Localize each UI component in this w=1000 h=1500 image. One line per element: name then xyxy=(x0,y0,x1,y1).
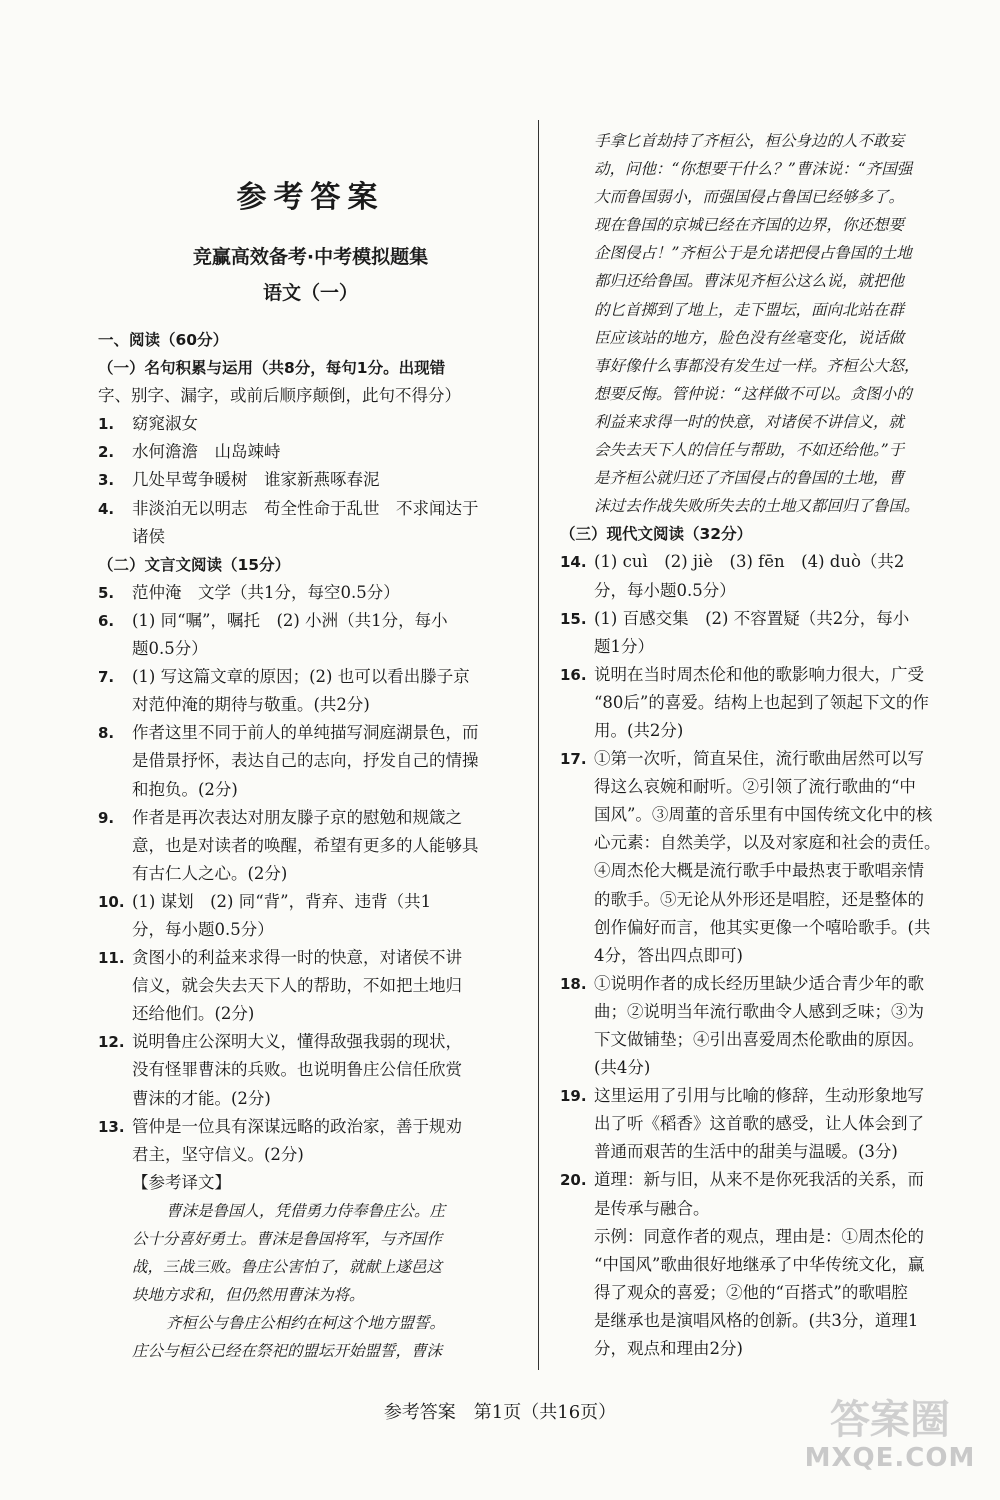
line-text: (共4分) xyxy=(594,1058,651,1078)
right-text-line xyxy=(560,857,980,885)
right-text-line xyxy=(560,577,980,605)
line-text: 动，问他：“你想要干什么？”曹沫说：“齐国强 xyxy=(594,160,913,179)
right-text-line xyxy=(560,605,980,633)
question-number: 2. xyxy=(98,443,115,462)
question-number: 13. xyxy=(98,1117,125,1136)
right-text-line xyxy=(560,886,980,914)
left-text-line xyxy=(98,607,523,635)
right-text-line xyxy=(560,267,980,295)
line-text: 【参考译文】 xyxy=(132,1172,231,1192)
right-text-line xyxy=(560,1307,980,1335)
left-text-line xyxy=(98,776,523,804)
right-column xyxy=(560,127,980,1363)
right-text-line xyxy=(560,998,980,1026)
left-text-line xyxy=(98,1169,523,1197)
line-text: 得了观众的喜爱；②他的“百搭式”的歌唱腔 xyxy=(594,1282,908,1302)
line-text: 非淡泊无以明志 苟全性命于乱世 不求闻达于 xyxy=(132,498,479,518)
left-text-line xyxy=(98,326,523,354)
line-text: ①第一次听，简直呆住，流行歌曲居然可以写 xyxy=(594,749,924,769)
line-text: 是齐桓公就归还了齐国侵占的鲁国的土地，曹 xyxy=(594,469,905,488)
line-text: 下文做铺垫；④引出喜爱周杰伦歌曲的原因。 xyxy=(594,1030,924,1049)
line-text: 是传承与融合。 xyxy=(594,1198,710,1218)
right-text-line xyxy=(560,464,980,492)
line-text: 窈窕淑女 xyxy=(132,414,198,434)
line-text: 作者是再次表达对朋友滕子京的慰勉和规箴之 xyxy=(132,807,462,827)
line-text: ④周杰伦大概是流行歌手中最热衷于歌唱亲情 xyxy=(594,861,924,881)
left-text-line xyxy=(98,1141,523,1169)
right-text-line xyxy=(560,1026,980,1054)
line-text: 的歌手。⑤无论从外形还是唱腔，还是整体的 xyxy=(594,889,924,909)
question-number: 12. xyxy=(98,1033,125,1052)
left-text-line xyxy=(98,1113,523,1141)
right-text-line xyxy=(560,1166,980,1194)
left-text-line xyxy=(98,719,523,747)
left-text-line xyxy=(98,916,523,944)
watermark-logo-mark: 答案圈 xyxy=(830,1397,950,1443)
right-text-line xyxy=(560,1251,980,1279)
question-number: 14. xyxy=(560,553,587,572)
line-text: 水何澹澹 山岛竦峙 xyxy=(132,442,281,462)
line-text: 示例：同意作者的观点，理由是：①周杰伦的 xyxy=(594,1226,924,1246)
line-text: 说明鲁庄公深明大义，懂得敌强我弱的现状， xyxy=(132,1032,462,1052)
line-text: 齐桓公与鲁庄公相约在柯这个地方盟誓。 xyxy=(166,1314,446,1333)
line-text: 分，观点和理由2分) xyxy=(594,1339,743,1359)
left-text-line xyxy=(98,1000,523,1028)
right-text-line xyxy=(560,1279,980,1307)
line-text: 曲；②说明当年流行歌曲令人感到乏味；③为 xyxy=(594,1001,924,1021)
left-text-line xyxy=(98,1309,523,1337)
line-text: 范仲淹 文学（共1分，每空0.5分） xyxy=(132,582,400,602)
line-text: 作者这里不同于前人的单纯描写洞庭湖景色，而 xyxy=(132,723,479,743)
left-text-line xyxy=(98,354,523,382)
line-text: 战，三战三败。鲁庄公害怕了，就献上遂邑这 xyxy=(132,1258,443,1277)
line-text: ①说明作者的成长经历里缺少适合青少年的歌 xyxy=(594,973,924,993)
line-text: 信义，就会失去天下人的帮助，不如把土地归 xyxy=(132,976,462,996)
line-text: (1) 写这篇文章的原因；(2) 也可以看出滕子京 xyxy=(132,667,470,687)
question-number: 20. xyxy=(560,1171,587,1190)
question-number: 11. xyxy=(98,949,125,968)
left-text-line xyxy=(98,804,523,832)
page-footer: 参考答案 第1页（共16页） xyxy=(383,1402,617,1423)
question-number: 19. xyxy=(560,1087,587,1106)
right-text-line xyxy=(560,717,980,745)
left-text-line xyxy=(98,551,523,579)
line-text: 手拿匕首劫持了齐桓公，桓公身边的人不敢妄 xyxy=(594,132,905,150)
line-text: 曹沫是鲁国人，凭借勇力侍奉鲁庄公。庄 xyxy=(166,1201,446,1220)
line-text: （二）文言文阅读（15分） xyxy=(98,555,291,574)
line-text: 想要反悔。管仲说：“这样做不可以。贪图小的 xyxy=(594,384,912,403)
question-number: 9. xyxy=(98,808,115,827)
left-text-line xyxy=(98,382,523,410)
line-text: 和抱负。(2分) xyxy=(132,779,238,799)
line-text: “中国风”歌曲很好地继承了中华传统文化，赢 xyxy=(594,1254,925,1274)
line-text: 庄公与桓公已经在祭祀的盟坛开始盟誓，曹沫 xyxy=(132,1342,443,1361)
right-text-line xyxy=(560,829,980,857)
left-text-line xyxy=(98,1225,523,1253)
left-text-line xyxy=(98,972,523,1000)
line-text: 会失去天下人的信任与帮助，不如还给他。”于 xyxy=(594,441,905,460)
right-text-line xyxy=(560,380,980,408)
right-text-line xyxy=(560,1110,980,1138)
right-text-line xyxy=(560,661,980,689)
line-text: 4分，答出四点即可) xyxy=(594,945,743,965)
right-text-line xyxy=(560,914,980,942)
left-text-line xyxy=(98,1197,523,1225)
line-text: 诸侯 xyxy=(132,526,165,546)
line-text: 都归还给鲁国。曹沫见齐桓公这么说，就把他 xyxy=(594,272,905,291)
line-text: 说明在当时周杰伦和他的歌影响力很大，广受 xyxy=(594,664,924,684)
left-text-line xyxy=(98,1028,523,1056)
line-text: 字、别字、漏字，或前后顺序颠倒，此句不得分） xyxy=(98,386,461,406)
line-text: 事好像什么事都没有发生过一样。齐桓公大怒， xyxy=(594,356,920,375)
line-text: 对范仲淹的期待与敬重。(共2分) xyxy=(132,695,370,715)
left-text-line xyxy=(98,466,523,494)
line-text: 道理：新与旧，从来不是你死我活的关系，而 xyxy=(594,1170,924,1190)
line-text: 是继承也是演唱风格的创新。(共3分，道理1 xyxy=(594,1310,919,1330)
line-text: (1) 谋划 (2) 同“背”，背弃、违背（共1 xyxy=(132,891,432,911)
question-number: 10. xyxy=(98,892,125,911)
line-text: 利益来求得一时的快意，对诸侯不讲信义，就 xyxy=(594,412,905,431)
line-text: 沫过去作战失败所失去的土地又都回归了鲁国。 xyxy=(594,497,920,516)
left-text-line xyxy=(98,832,523,860)
line-text: （一）名句积累与运用（共8分，每句1分。出现错 xyxy=(98,359,446,378)
left-text-line xyxy=(98,860,523,888)
right-text-line xyxy=(560,239,980,267)
right-text-line xyxy=(560,745,980,773)
question-number: 4. xyxy=(98,499,115,518)
left-text-line xyxy=(98,523,523,551)
line-text: 创作偏好而言，他其实更像一个嘻哈歌手。(共 xyxy=(594,917,931,937)
line-text: 有古仁人之心。(2分) xyxy=(132,863,288,883)
right-text-line xyxy=(560,773,980,801)
subject-heading: 语文（一） xyxy=(262,282,358,304)
right-text-line xyxy=(560,801,980,829)
line-text: 题0.5分） xyxy=(132,639,208,659)
question-number: 3. xyxy=(98,471,115,490)
line-text: 臣应该站的地方，脸色没有丝毫变化，说话做 xyxy=(594,328,905,347)
right-text-line xyxy=(560,352,980,380)
right-text-line xyxy=(560,211,980,239)
book-subtitle: 竞赢高效备考·中考模拟题集 xyxy=(192,246,429,268)
question-number: 16. xyxy=(560,665,587,684)
line-text: （三）现代文阅读（32分） xyxy=(560,525,753,544)
question-number: 6. xyxy=(98,611,115,630)
line-text: 意，也是对读者的唤醒，希望有更多的人能够具 xyxy=(132,835,479,855)
line-text: 的匕首掷到了地上，走下盟坛，面向北站在群 xyxy=(594,300,905,319)
right-text-line xyxy=(560,689,980,717)
right-text-line xyxy=(560,296,980,324)
watermark-logo xyxy=(795,1395,985,1495)
right-text-line xyxy=(560,1223,980,1251)
line-text: 是借景抒怀，表达自己的志向，抒发自己的情操 xyxy=(132,751,479,771)
watermark-site: MXQE.COM xyxy=(804,1443,976,1473)
right-text-line xyxy=(560,1138,980,1166)
line-text: 题1分） xyxy=(594,636,654,656)
line-text: 贪图小的利益来求得一时的快意，对诸侯不讲 xyxy=(132,948,462,968)
question-number: 17. xyxy=(560,750,587,769)
right-text-line xyxy=(560,1195,980,1223)
right-text-line xyxy=(560,1054,980,1082)
page-title: 参考答案 xyxy=(236,180,385,215)
right-text-line xyxy=(560,324,980,352)
left-text-line xyxy=(98,410,523,438)
line-text: 这里运用了引用与比喻的修辞，生动形象地写 xyxy=(594,1086,924,1106)
right-text-line xyxy=(560,183,980,211)
line-text: 分，每小题0.5分） xyxy=(594,580,736,600)
line-text: 心元素：自然美学，以及对家庭和社会的责任。 xyxy=(594,833,941,853)
line-text: (1) cuì (2) jiè (3) fēn (4) duò（共2 xyxy=(594,552,905,572)
question-number: 7. xyxy=(98,668,115,687)
right-text-line xyxy=(560,970,980,998)
left-text-line xyxy=(98,438,523,466)
right-text-line xyxy=(560,155,980,183)
left-text-line xyxy=(98,1337,523,1365)
left-text-line xyxy=(98,691,523,719)
left-text-line xyxy=(98,579,523,607)
line-text: 大而鲁国弱小，而强国侵占鲁国已经够多了。 xyxy=(594,188,905,207)
line-text: (1) 百感交集 (2) 不容置疑（共2分，每小 xyxy=(594,608,910,628)
line-text: 用。(共2分) xyxy=(594,720,684,740)
right-text-line xyxy=(560,436,980,464)
right-text-line xyxy=(560,127,980,155)
line-text: 块地方求和，但仍然用曹沫为将。 xyxy=(132,1286,365,1305)
right-text-line xyxy=(560,520,980,548)
right-text-line xyxy=(560,942,980,970)
line-text: 现在鲁国的京城已经在齐国的边界，你还想要 xyxy=(594,216,905,235)
right-text-line xyxy=(560,633,980,661)
left-text-line xyxy=(98,888,523,916)
left-text-line xyxy=(98,1085,523,1113)
line-text: “80后”的喜爱。结构上也起到了领起下文的作 xyxy=(594,692,929,712)
line-text: 普通而艰苦的生活中的甜美与温暖。(3分) xyxy=(594,1142,898,1162)
line-text: 出了听《稻香》这首歌的感受，让人体会到了 xyxy=(594,1114,924,1134)
line-text: 管仲是一位具有深谋远略的政治家，善于规劝 xyxy=(132,1116,462,1136)
right-text-line xyxy=(560,548,980,576)
question-number: 5. xyxy=(98,583,115,602)
column-divider xyxy=(538,120,539,1370)
left-text-line xyxy=(98,944,523,972)
line-text: 君主，坚守信义。(2分) xyxy=(132,1144,304,1164)
left-text-line xyxy=(98,635,523,663)
line-text: 曹沫的才能。(2分) xyxy=(132,1088,271,1108)
left-column xyxy=(98,326,523,1365)
question-number: 18. xyxy=(560,974,587,993)
line-text: 几处早莺争暖树 谁家新燕啄春泥 xyxy=(132,470,380,490)
line-text: (1) 同“嘱”，嘱托 (2) 小洲（共1分，每小 xyxy=(132,610,448,630)
question-number: 8. xyxy=(98,724,115,743)
line-text: 一、阅读（60分） xyxy=(98,331,229,349)
question-number: 1. xyxy=(98,415,115,434)
line-text: 没有怪罪曹沫的兵败。也说明鲁庄公信任欣赏 xyxy=(132,1060,462,1080)
right-text-line xyxy=(560,408,980,436)
line-text: 还给他们。(2分) xyxy=(132,1004,255,1024)
right-text-line xyxy=(560,1082,980,1110)
line-text: 得这么哀婉和耐听。②引领了流行歌曲的“中 xyxy=(594,777,916,797)
line-text: 国风”。③周董的音乐里有中国传统文化中的核 xyxy=(594,805,933,825)
right-text-line xyxy=(560,1335,980,1363)
line-text: 公十分喜好勇士。曹沫是鲁国将军，与齐国作 xyxy=(132,1230,443,1248)
line-text: 企图侵占！”齐桓公于是允诺把侵占鲁国的土地 xyxy=(594,244,912,263)
left-text-line xyxy=(98,495,523,523)
left-text-line xyxy=(98,1281,523,1309)
left-text-line xyxy=(98,1253,523,1281)
left-text-line xyxy=(98,663,523,691)
line-text: 分，每小题0.5分） xyxy=(132,919,274,939)
left-text-line xyxy=(98,1056,523,1084)
question-number: 15. xyxy=(560,609,587,628)
left-text-line xyxy=(98,747,523,775)
right-text-line xyxy=(560,492,980,520)
